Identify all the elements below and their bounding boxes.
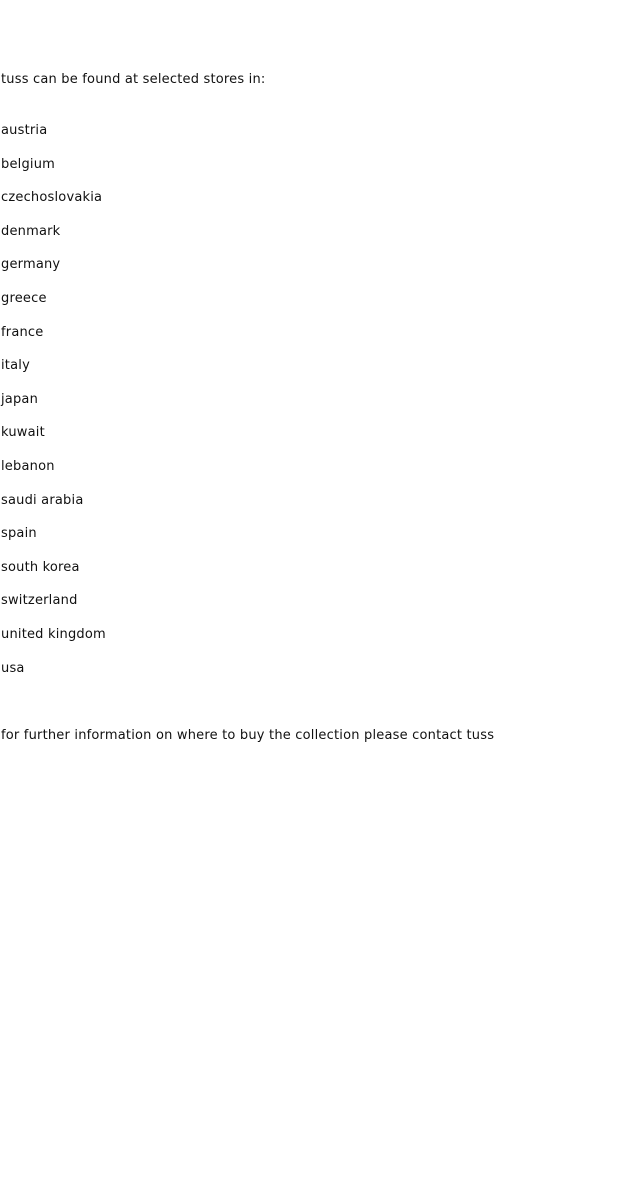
country-item: lebanon bbox=[1, 458, 55, 474]
country-item: italy bbox=[1, 358, 30, 374]
country-item: japan bbox=[1, 391, 39, 407]
country-item: greece bbox=[1, 290, 47, 306]
country-item: united kingdom bbox=[1, 626, 106, 642]
country-item: south korea bbox=[1, 559, 80, 575]
country-item: usa bbox=[1, 660, 25, 676]
country-list bbox=[1, 122, 106, 693]
country-item: switzerland bbox=[1, 593, 78, 609]
intro-text: tuss can be found at selected stores in: bbox=[1, 72, 266, 87]
country-item: saudi arabia bbox=[1, 492, 84, 508]
contact-note: for further information on where to buy the collection please contact tuss bbox=[1, 728, 495, 743]
country-item: belgium bbox=[1, 156, 56, 172]
country-item: france bbox=[1, 324, 44, 340]
country-item: kuwait bbox=[1, 425, 45, 441]
country-item: denmark bbox=[1, 223, 61, 239]
country-item: germany bbox=[1, 257, 61, 273]
country-item: spain bbox=[1, 526, 37, 542]
country-item: austria bbox=[1, 123, 48, 138]
country-item: czechoslovakia bbox=[1, 190, 103, 206]
